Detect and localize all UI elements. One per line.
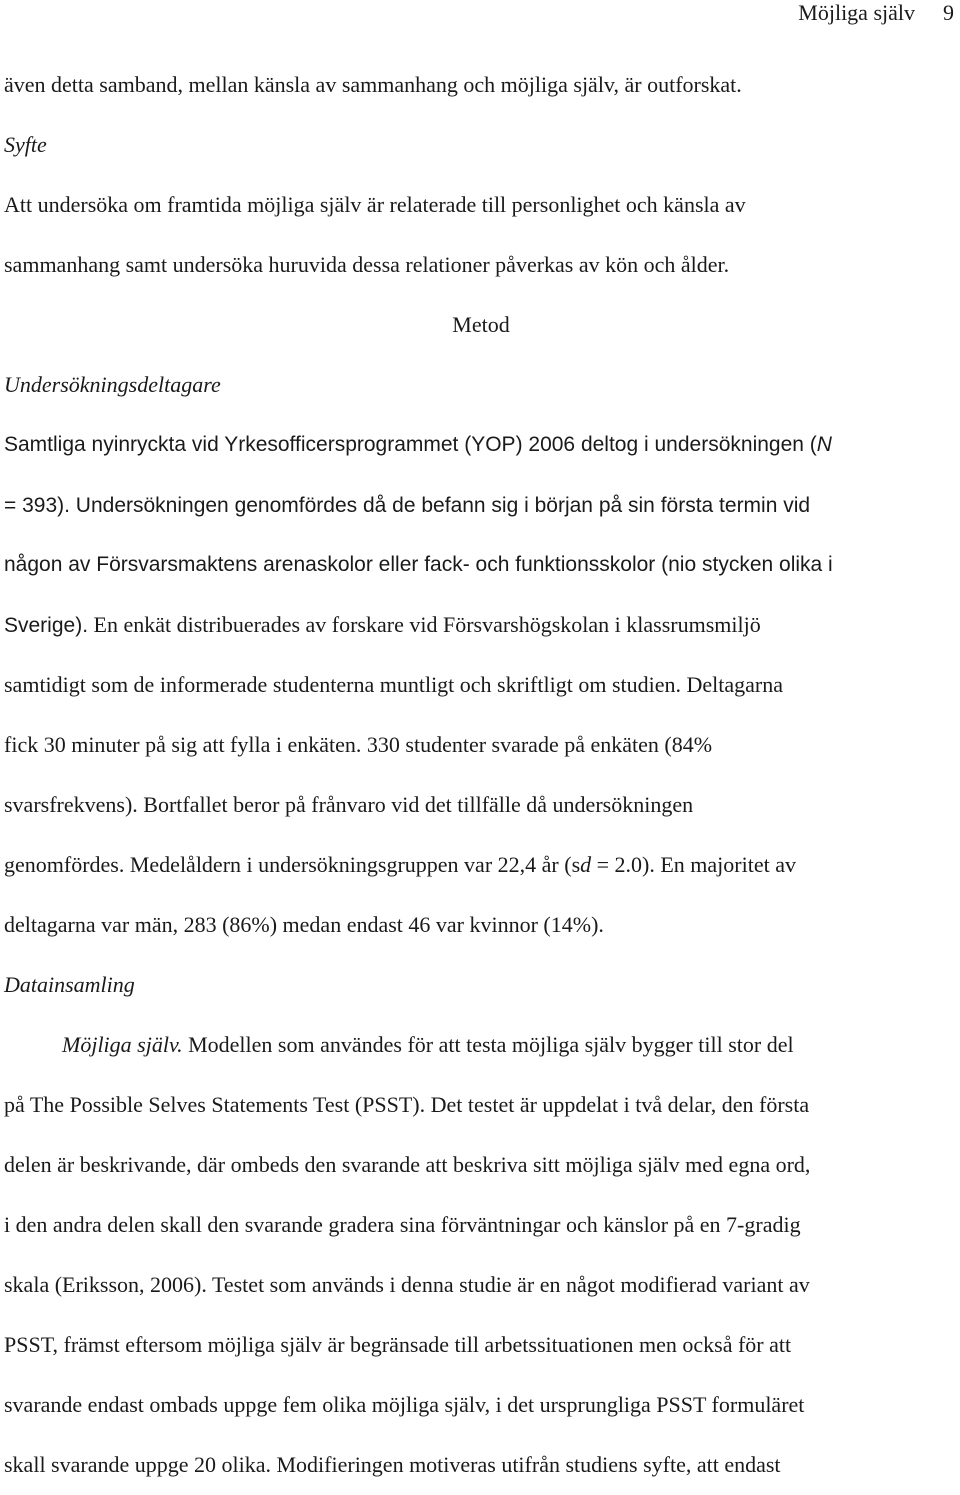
paragraph-line [4,475,958,535]
paragraph-line: skall svarande uppge 20 olika. Modifieringen motiveras utifrån studiens syfte, att endast [4,1452,781,1477]
paragraph-line: samtidigt som de informerade studenterna muntligt och skriftligt om studien. Deltagarna [4,672,783,697]
sd-symbol: d [580,852,592,877]
subsection-heading-undersokningsdeltagare: Undersökningsdeltagare [4,372,221,397]
paragraph-line: skala (Eriksson, 2006). Testet som används i denna studie är en något modifierad variant av [4,1272,810,1297]
sample-size-symbol: N [816,433,832,456]
paragraph-line: PSST, främst eftersom möjliga själv är begränsade till arbetssituationen men också för att [4,1332,792,1357]
document-body [4,55,958,1495]
paragraph-line: svarande endast ombads uppge fem olika möjliga själv, i det ursprungliga PSST formuläret [4,1392,805,1417]
paragraph-line: fick 30 minuter på sig att fylla i enkäten. 330 studenter svarade på enkäten (84% [4,732,713,757]
paragraph-line [4,1015,958,1075]
paragraph-line: i den andra delen skall den svarande gradera sina förväntningar och känslor på en 7-gradig [4,1212,801,1237]
run-in-heading-mojliga-sjalv: Möjliga själv. [62,1032,183,1057]
line-text: Sverige). [4,614,89,637]
paragraph-line: deltagarna var män, 283 (86%) medan endast 46 var kvinnor (14%). [4,912,604,937]
running-header [798,0,954,26]
paragraph-line [4,415,958,475]
paragraph-line: svarsfrekvens). Bortfallet beror på frånvaro vid det tillfälle då undersökningen [4,792,694,817]
page-number: 9 [943,0,954,25]
subsection-heading-datainsamling: Datainsamling [4,972,135,997]
line-text: En enkät distribuerades av forskare vid Försvarshögskolan i klassrumsmiljö [88,612,761,637]
line-text: Modellen som användes för att testa möjliga själv bygger till stor del [182,1032,794,1057]
paragraph-line: sammanhang samt undersöka huruvida dessa relationer påverkas av kön och ålder. [4,252,730,277]
paragraph-line [4,835,958,895]
line-text: Undersökningen genomfördes då de befann sig i början på sin första termin vid [69,494,811,517]
paragraph-line: någon av Försvarsmaktens arenaskolor eller fack- och funktionsskolor (nio stycken olika i [4,553,833,576]
paragraph-line: på The Possible Selves Statements Test (PSST). Det testet är uppdelat i två delar, den första [4,1092,810,1117]
line-text: genomfördes. Medelåldern i undersökningsgruppen var 22,4 år (s [4,852,581,877]
paragraph-line [4,595,958,655]
line-text: = 393). [4,494,70,517]
section-heading-metod: Metod [452,312,510,337]
section-heading-syfte: Syfte [4,132,47,157]
paragraph-line: delen är beskrivande, där ombeds den svarande att beskriva sitt möjliga själv med egna ord, [4,1152,811,1177]
line-text: = 2.0). En majoritet av [591,852,796,877]
line-text: Samtliga nyinryckta vid Yrkesofficersprogrammet (YOP) 2006 deltog i undersökningen ( [4,433,817,456]
paragraph-line: även detta samband, mellan känsla av sammanhang och möjliga själv, är outforskat. [4,72,742,97]
running-title: Möjliga själv [798,0,915,25]
paragraph-line: Att undersöka om framtida möjliga själv är relaterade till personlighet och känsla av [4,192,746,217]
